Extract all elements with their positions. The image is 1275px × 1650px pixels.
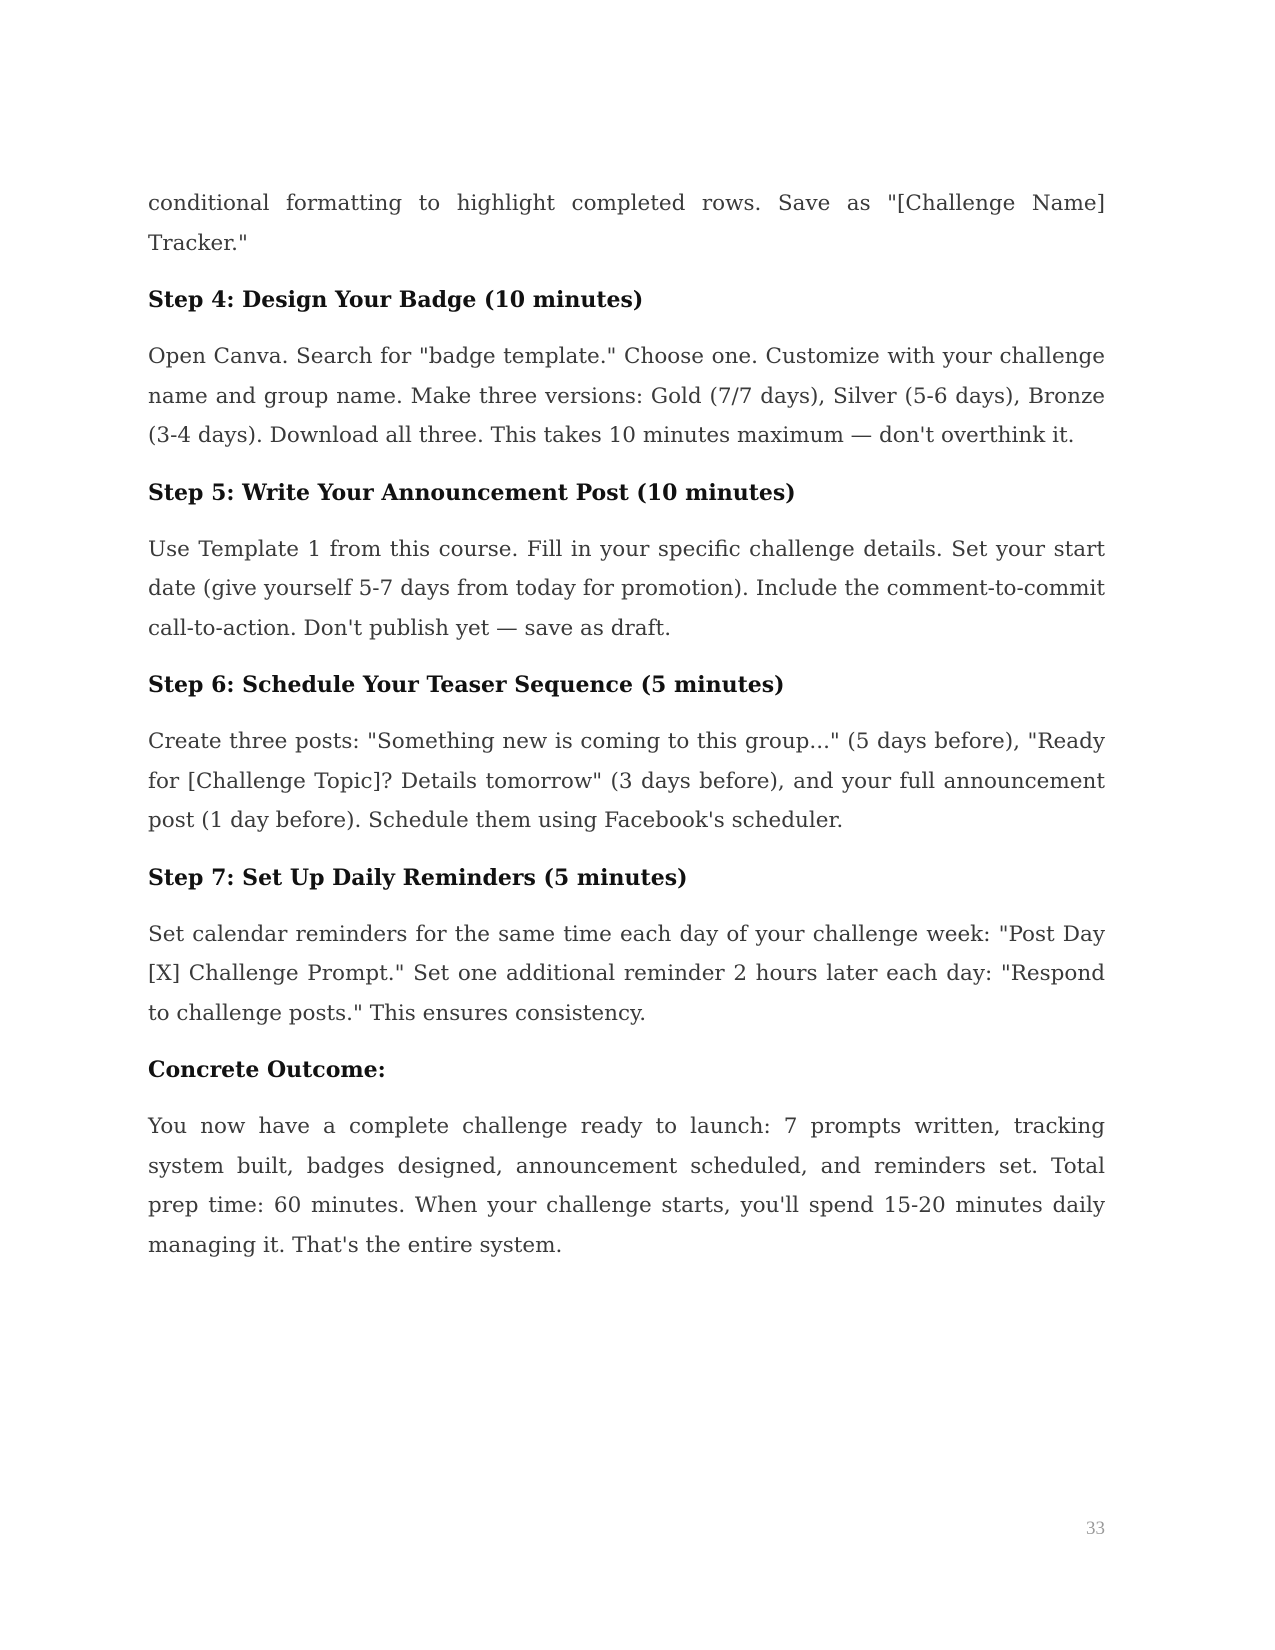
document-page — [148, 184, 1105, 1265]
paragraph-concrete-outcome: You now have a complete challenge ready to launch: 7 prompts written, tracking system built, badges designed, announcement scheduled, and reminders set. Total prep time: 60 minutes. When your challenge starts, you'll spend 15-20 minutes daily managing it. That's the entire system. — [148, 1114, 1105, 1258]
paragraph-tracker-continuation: conditional formatting to highlight completed rows. Save as "[Challenge Name] Tracker." — [148, 191, 1105, 256]
paragraph-step-4: Open Canva. Search for "badge template." Choose one. Customize with your challenge name and group name. Make three versions: Gold (7/7 days), Silver (5-6 days), Bronze (3-4 days). Download all three. This takes 10 minutes maximum — don't overthink it. — [148, 344, 1105, 448]
paragraph-step-7: Set calendar reminders for the same time each day of your challenge week: "Post Day [X] Challenge Prompt." Set one additional reminder 2 hours later each day: "Respond to challenge posts." This ensures consistency. — [148, 921, 1105, 1026]
paragraph-step-5: Use Template 1 from this course. Fill in your specific challenge details. Set your start date (give yourself 5-7 days from today for promotion). Include the comment-to-commit call-to-action. Don't publish yet — save as draft. — [148, 536, 1105, 641]
paragraph-step-6: Create three posts: "Something new is coming to this group..." (5 days before), "Ready for [Challenge Topic]? Details tomorrow" (3 days before), and your full announcement post (1 day before). Schedule them using Facebook's scheduler. — [148, 729, 1105, 833]
heading-step-5: Step 5: Write Your Announcement Post (10 minutes) — [148, 479, 796, 506]
heading-step-6: Step 6: Schedule Your Teaser Sequence (5 minutes) — [148, 672, 785, 698]
heading-step-7: Step 7: Set Up Daily Reminders (5 minutes) — [148, 864, 688, 891]
page-number: 33 — [1086, 1518, 1105, 1539]
heading-step-4: Step 4: Design Your Badge (10 minutes) — [148, 287, 644, 313]
heading-concrete-outcome: Concrete Outcome: — [148, 1057, 386, 1083]
